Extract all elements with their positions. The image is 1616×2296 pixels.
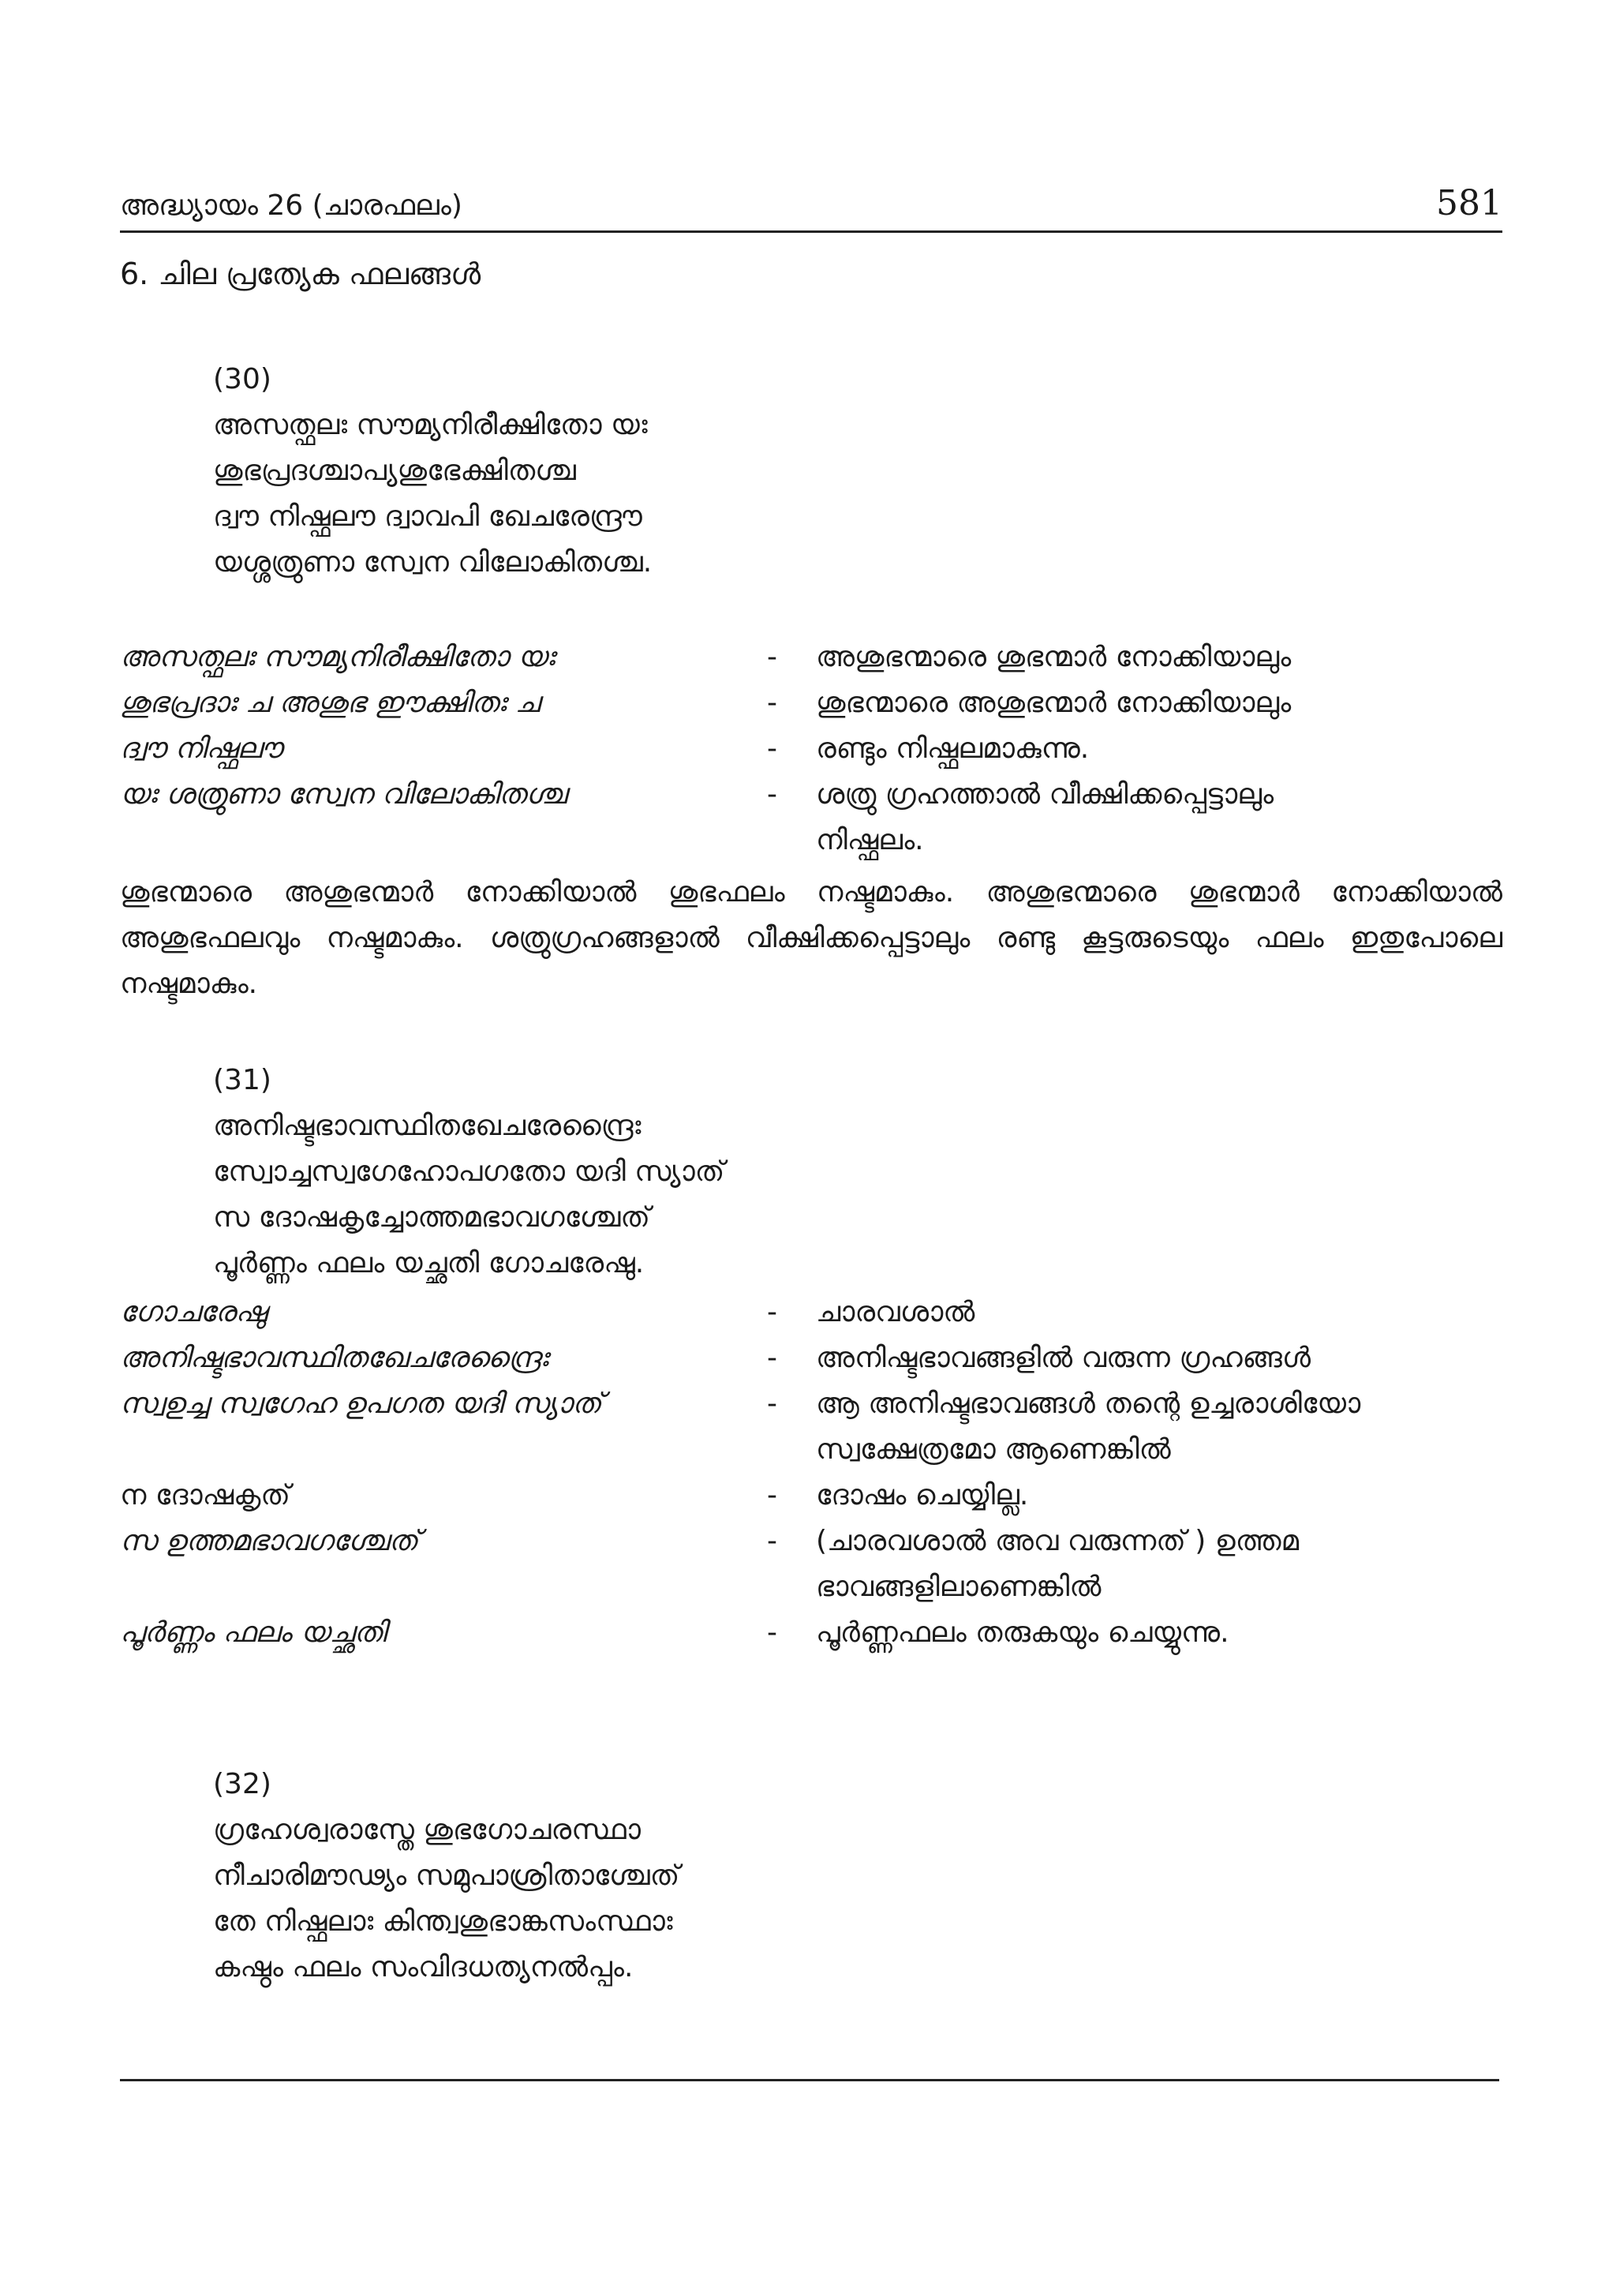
verse-line: സ ദോഷകൃച്ചോത്തമഭാവഗശ്ചേത്: [213, 1201, 650, 1234]
gloss-row: [120, 635, 1502, 680]
gloss-31: [120, 1290, 1502, 1656]
verse-line: അസത്ഫലഃ സൗമ്യനിരീക്ഷിതോ യഃ: [213, 409, 648, 441]
gloss-dash: -: [767, 1479, 777, 1511]
verse-line: ശുഭപ്രദശ്ചാപ്യശുഭേക്ഷിതശ്ച: [213, 455, 576, 487]
gloss-meaning: അശുഭന്മാരെ ശുഭന്മാർ നോക്കിയാലും: [816, 641, 1292, 673]
gloss-meaning: പൂർണ്ണഫലം തരുകയും ചെയ്യുന്നു.: [816, 1616, 1229, 1649]
gloss-term: അനിഷ്ടഭാവസ്ഥിതഖേചരേന്ദ്രൈഃ: [120, 1342, 548, 1374]
gloss-dash: -: [767, 778, 777, 811]
gloss-dash: -: [767, 732, 777, 765]
gloss-meaning: (ചാരവശാൽ അവ വരുന്നത് ) ഉത്തമ: [816, 1525, 1300, 1557]
gloss-term: പൂർണ്ണം ഫലം യച്ഛതി: [120, 1616, 387, 1649]
gloss-meaning: ദോഷം ചെയ്യില്ല.: [816, 1479, 1029, 1511]
section-title: 6. ചില പ്രത്യേക ഫലങ്ങൾ: [120, 257, 481, 291]
gloss-term: ദ്വൗ നിഷ്ഫലൗ: [120, 732, 282, 765]
gloss-meaning: ഭാവങ്ങളിലാണെങ്കിൽ: [816, 1571, 1102, 1603]
gloss-term: സ്വഉച്ച സ്വഗേഹ ഉപഗത യദി സ്യാത്: [120, 1388, 602, 1420]
page-number: 581: [1436, 183, 1502, 223]
gloss-dash: -: [767, 1296, 777, 1328]
verse-line: അനിഷ്ടഭാവസ്ഥിതഖേചരേന്ദ്രൈഃ: [213, 1110, 642, 1142]
gloss-term: സ ഉത്തമഭാവഗശ്ചേത്: [120, 1525, 419, 1557]
gloss-meaning: രണ്ടും നിഷ്ഫലമാകുന്നു.: [816, 732, 1090, 765]
verse-line: നീചാരിമൗഢ്യം സമുപാശ്രിതാശ്ചേത്: [213, 1860, 680, 1892]
gloss-term: ന ദോഷകൃത്: [120, 1479, 290, 1511]
gloss-meaning: ആ അനിഷ്ടഭാവങ്ങൾ തന്റെ ഉച്ചരാശിയോ: [816, 1388, 1361, 1420]
verse-number: (32): [213, 1768, 271, 1800]
gloss-dash: -: [767, 687, 777, 719]
verse-line: യശ്ശത്രുണാ സ്വേന വിലോകിതശ്ച.: [213, 546, 653, 579]
gloss-term: അസത്ഫലഃ സൗമ്യനിരീക്ഷിതോ യഃ: [120, 641, 555, 673]
gloss-dash: -: [767, 1616, 777, 1649]
gloss-dash: -: [767, 641, 777, 673]
gloss-meaning: നിഷ്ഫലം.: [816, 824, 924, 856]
verse-number: (30): [213, 363, 271, 395]
gloss-dash: -: [767, 1388, 777, 1420]
verse-31: [213, 1058, 724, 1287]
gloss-row: [120, 1335, 1502, 1381]
gloss-meaning: അനിഷ്ടഭാവങ്ങളിൽ വരുന്ന ഗ്രഹങ്ങൾ: [816, 1342, 1311, 1374]
gloss-meaning: ചാരവശാൽ: [816, 1296, 975, 1328]
footer-rule: [120, 2079, 1499, 2081]
explanation-paragraph: ശുഭന്മാരെ അശുഭന്മാർ നോക്കിയാൽ ശുഭഫലം നഷ്ടമാകും. അശുഭന്മാരെ ശുഭന്മാർ നോക്കിയാൽ അശുഭഫലവും നഷ്ടമാകും. ശത്രുഗ്രഹങ്ങളാൽ വീക്ഷിക്കപ്പെട്ടാലും രണ്ടു കൂട്ടരുടെയും ഫലം ഇതുപോലെ നഷ്ടമാകും.: [120, 876, 1502, 1000]
gloss-row: [120, 772, 1502, 863]
gloss-term: ഗോചരേഷു: [120, 1296, 267, 1328]
verse-30: [213, 357, 652, 586]
verse-line: പൂർണ്ണം ഫലം യച്ഛതി ഗോചരേഷു.: [213, 1247, 645, 1279]
verse-line: ഗ്രഹേശ്വരാസ്തേ ശുഭഗോചരസ്ഥാ: [213, 1814, 641, 1846]
verse-32: [213, 1762, 679, 1991]
gloss-dash: -: [767, 1525, 777, 1557]
header-rule: [120, 230, 1502, 233]
running-header: [120, 183, 1502, 230]
gloss-row: [120, 1290, 1502, 1335]
gloss-row: [120, 726, 1502, 772]
chapter-title: അദ്ധ്യായം 26 (ചാരഫലം): [120, 189, 462, 222]
gloss-meaning: ശുഭന്മാരെ അശുഭന്മാർ നോക്കിയാലും: [816, 687, 1292, 719]
gloss-meaning: സ്വക്ഷേത്രമോ ആണെങ്കിൽ: [816, 1433, 1171, 1466]
gloss-row: [120, 1473, 1502, 1519]
gloss-term: യഃ ശത്രുണാ സ്വേന വിലോകിതശ്ച: [120, 778, 567, 811]
gloss-row: [120, 680, 1502, 726]
gloss-row: [120, 1610, 1502, 1656]
verse-line: ദ്വൗ നിഷ്ഫലൗ ദ്വാവപി ഖേചരേന്ദ്രൗ: [213, 500, 642, 533]
gloss-row: [120, 1381, 1502, 1473]
gloss-30: [120, 635, 1502, 863]
gloss-dash: -: [767, 1342, 777, 1374]
gloss-row: [120, 1519, 1502, 1610]
verse-line: സ്വോച്ചസ്വഗേഹോപഗതോ യദി സ്യാത്: [213, 1155, 725, 1188]
verse-line: കഷ്ഠം ഫലം സംവിദധത്യനൽപ്പം.: [213, 1951, 634, 1983]
gloss-term: ശുഭപ്രദാഃ ച അശുഭ ഈക്ഷിതഃ ച: [120, 687, 540, 719]
verse-number: (31): [213, 1064, 271, 1096]
gloss-meaning: ശത്രു ഗ്രഹത്താൽ വീക്ഷിക്കപ്പെട്ടാലും: [816, 778, 1274, 811]
verse-line: തേ നിഷ്ഫലാഃ കിന്ത്വശുഭാങ്കസംസ്ഥാഃ: [213, 1905, 673, 1938]
